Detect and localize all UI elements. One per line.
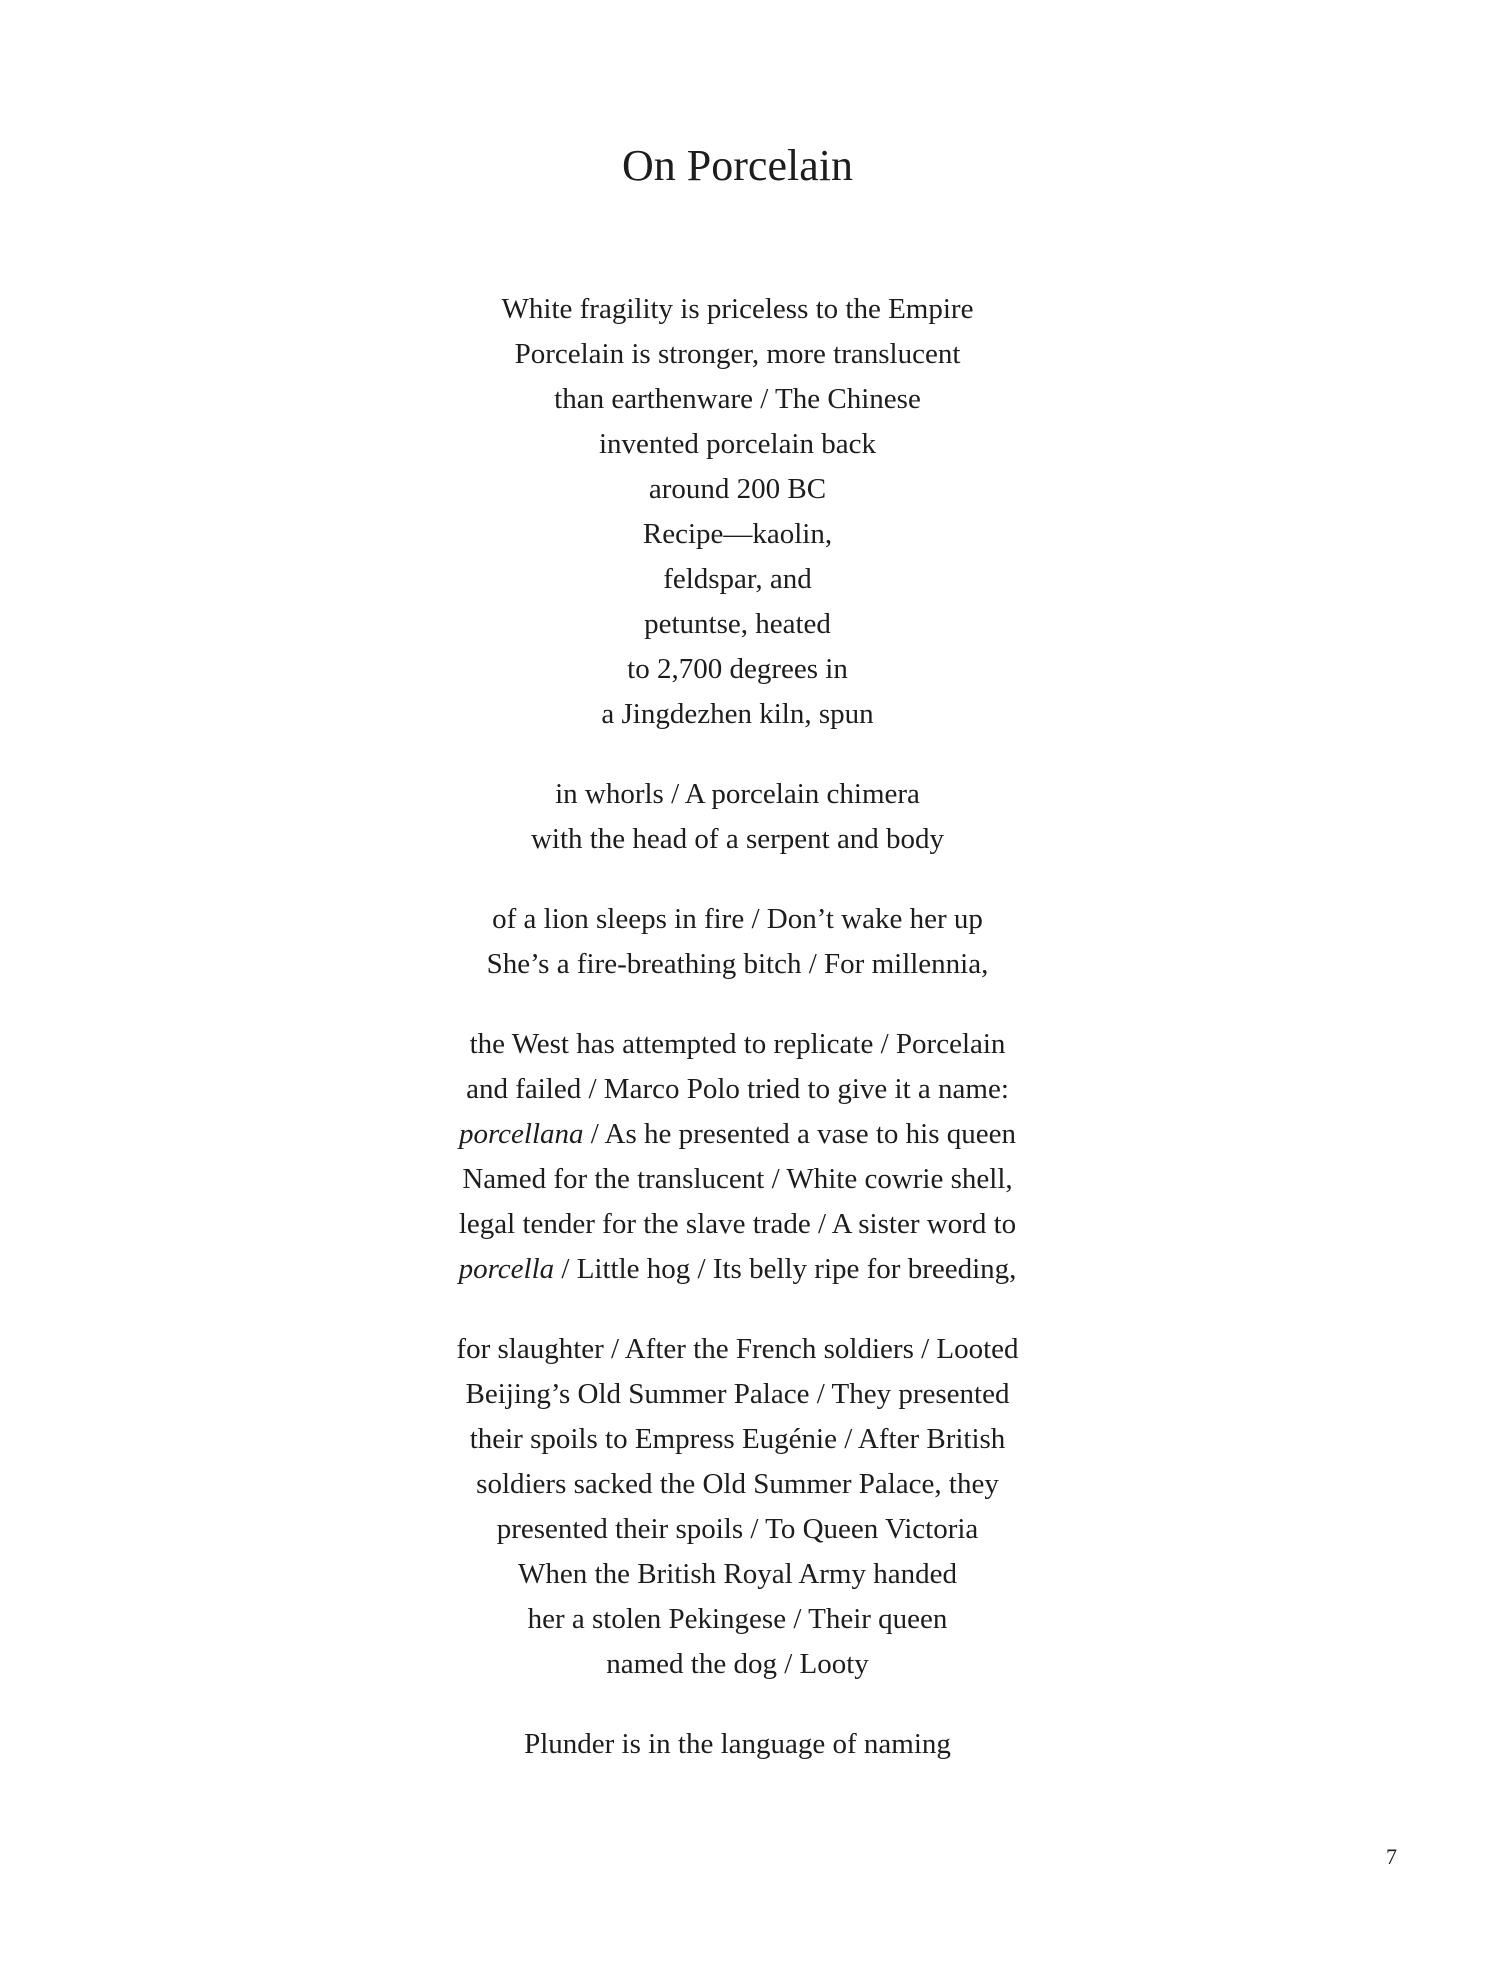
line-text: the West has attempted to replicate / Porcelain [469,1028,1006,1060]
line-text: invented porcelain back [599,428,876,460]
stanza [0,1327,1475,1687]
poem-line [0,692,1475,737]
poem-line [0,467,1475,512]
line-text: of a lion sleeps in fire / Don’t wake her up [492,903,983,935]
stanza [0,287,1475,737]
poem-body [0,287,1475,1767]
poem-line [0,772,1475,817]
poem-line [0,332,1475,377]
line-text: than earthenware / The Chinese [554,383,921,415]
poem-line [0,897,1475,942]
line-text: Named for the translucent / White cowrie shell, [462,1163,1013,1195]
poem-line [0,557,1475,602]
stanza [0,1022,1475,1292]
line-text: Porcelain is stronger, more translucent [514,338,961,370]
line-text: She’s a fire-breathing bitch / For millennia, [486,948,989,980]
line-text: White fragility is priceless to the Empire [501,293,974,325]
poem-line [0,422,1475,467]
poem-line [0,602,1475,647]
poem-line [0,1022,1475,1067]
poem-line [0,1112,1475,1157]
stanza [0,897,1475,987]
page-number: 7 [1386,1844,1397,1869]
line-text: with the head of a serpent and body [530,823,945,855]
poem-line [0,1417,1475,1462]
poem-line [0,817,1475,862]
line-text: legal tender for the slave trade / A sister word to [458,1208,1017,1240]
line-text: / As he presented a vase to his queen [583,1118,1017,1150]
poem-line [0,1597,1475,1642]
line-text: feldspar, and [663,563,812,595]
line-text: and failed / Marco Polo tried to give it a name: [466,1073,1009,1105]
stanza [0,772,1475,862]
italic-word: porcellana [458,1118,584,1150]
stanza [0,1722,1475,1767]
poem-line [0,1642,1475,1687]
poem-line [0,1507,1475,1552]
line-text: Plunder is in the language of naming [524,1728,951,1760]
line-text: Beijing’s Old Summer Palace / They presented [465,1378,1010,1410]
line-text: to 2,700 degrees in [627,653,848,685]
line-text: around 200 BC [648,473,827,505]
line-text: her a stolen Pekingese / Their queen [527,1603,948,1635]
line-text: / Little hog / Its belly ripe for breeding, [554,1253,1017,1285]
line-text: named the dog / Looty [606,1648,869,1680]
line-text: their spoils to Empress Eugénie / After British [469,1423,1006,1455]
poem-line [0,1462,1475,1507]
poem-line [0,1247,1475,1292]
line-text: petuntse, heated [644,608,831,640]
poem-line [0,1552,1475,1597]
poem-line [0,1327,1475,1372]
poem-line [0,647,1475,692]
line-text: for slaughter / After the French soldiers / Looted [456,1333,1019,1365]
line-text: a Jingdezhen kiln, spun [601,698,874,730]
line-text: soldiers sacked the Old Summer Palace, they [476,1468,999,1500]
italic-word: porcella [458,1253,555,1285]
poem-line [0,1067,1475,1112]
line-text: presented their spoils / To Queen Victoria [496,1513,979,1545]
poem-line [0,377,1475,422]
line-text: When the British Royal Army handed [518,1558,957,1590]
poem-line [0,942,1475,987]
poem-line [0,1202,1475,1247]
line-text: Recipe—kaolin, [642,518,833,550]
poem-line [0,1372,1475,1417]
poem-line [0,1722,1475,1767]
poem-title: On Porcelain [622,141,853,190]
poem-line [0,1157,1475,1202]
poem-line [0,287,1475,332]
poem-line [0,512,1475,557]
line-text: in whorls / A porcelain chimera [555,778,920,810]
